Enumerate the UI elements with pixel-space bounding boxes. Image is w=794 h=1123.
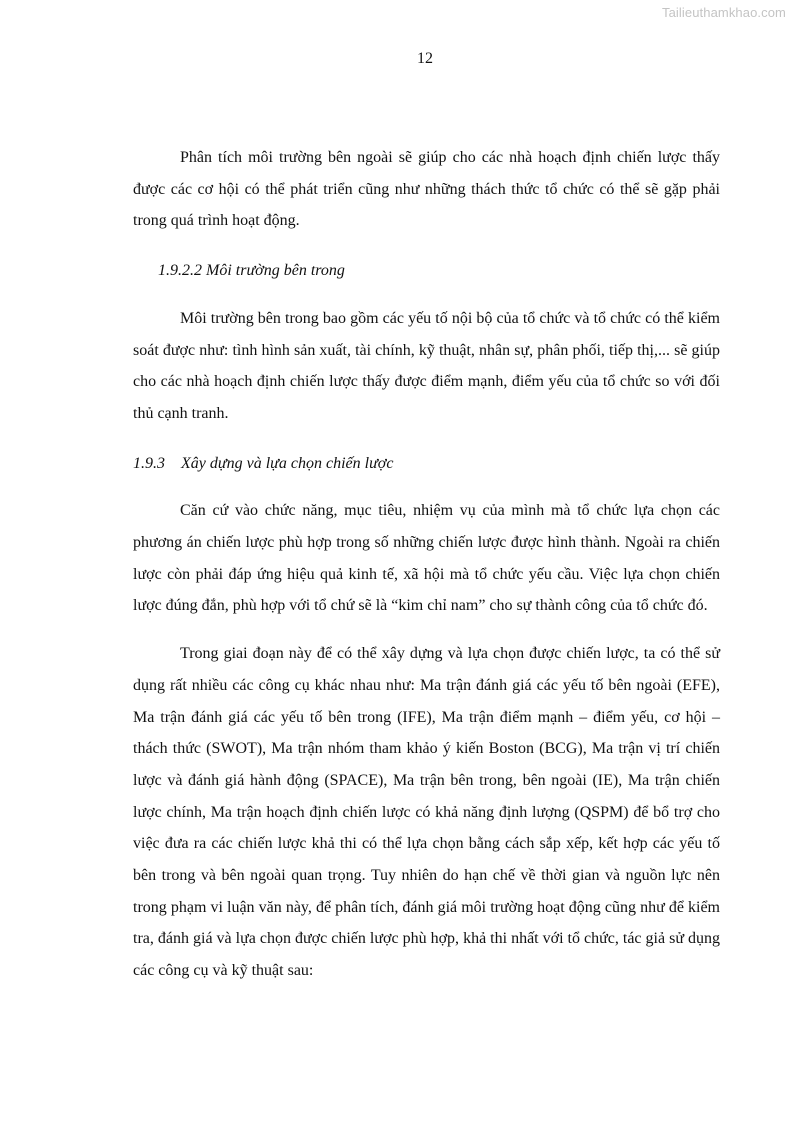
section-title: Xây dựng và lựa chọn chiến lược <box>181 454 394 472</box>
document-body <box>133 142 720 987</box>
page-number: 12 <box>417 50 433 67</box>
section-heading-strategy-selection <box>133 448 720 480</box>
paragraph-internal-environment: Môi trường bên trong bao gồm các yếu tố nội bộ của tổ chức và tổ chức có thể kiểm soát được như: tình hình sản xuất, tài chính, kỹ thuật, nhân sự, phân phối, tiếp thị,... sẽ giúp cho các nhà hoạch định chiến lược thấy được điểm mạnh, điểm yếu của tổ chức so với đối thủ cạnh tranh. <box>133 309 720 422</box>
paragraph-strategy-selection: Căn cứ vào chức năng, mục tiêu, nhiệm vụ của mình mà tổ chức lựa chọn các phương án chiến lược phù hợp trong số những chiến lược được hình thành. Ngoài ra chiến lược còn phải đáp ứng hiệu quả kinh tế, xã hội mà tổ chức yếu cầu. Việc lựa chọn chiến lược đúng đắn, phù hợp với tổ chứ sẽ là “kim chỉ nam” cho sự thành công của tổ chức đó. <box>133 502 720 615</box>
paragraph-external-environment: Phân tích môi trường bên ngoài sẽ giúp cho các nhà hoạch định chiến lược thấy được các cơ hội có thể phát triển cũng như những thách thức tổ chức có thể sẽ gặp phải trong quá trình hoạt động. <box>133 149 720 230</box>
paragraph-strategy-tools: Trong giai đoạn này để có thể xây dựng và lựa chọn được chiến lược, ta có thể sử dụng rất nhiều các công cụ khác nhau như: Ma trận đánh giá các yếu tố bên ngoài (EFE), Ma trận đánh giá các yếu tố bên trong (IFE), Ma trận điểm mạnh – điểm yếu, cơ hội – thách thức (SWOT), Ma trận nhóm tham khảo ý kiến Boston (BCG), Ma trận vị trí chiến lược và đánh giá hành động (SPACE), Ma trận bên trong, bên ngoài (IE), Ma trận chiến lược chính, Ma trận hoạch định chiến lược có khả năng định lượng (QSPM) để bổ trợ cho việc đưa ra các chiến lược khả thi có thể lựa chọn bằng cách sắp xếp, kết hợp các yếu tố bên trong và bên ngoài quan trọng. Tuy nhiên do hạn chế về thời gian và nguồn lực nên trong phạm vi luận văn này, để phân tích, đánh giá môi trường hoạt động cũng như để kiểm tra, đánh giá và lựa chọn được chiến lược phù hợp, khả thi nhất với tổ chức, tác giả sử dụng các công cụ và kỹ thuật sau: <box>133 645 720 980</box>
paragraph-gap <box>133 622 720 638</box>
section-heading-internal-environment: 1.9.2.2 Môi trường bên trong <box>158 262 345 280</box>
watermark: Tailieuthamkhao.com <box>661 5 786 20</box>
section-number: 1.9.3 <box>133 454 165 472</box>
